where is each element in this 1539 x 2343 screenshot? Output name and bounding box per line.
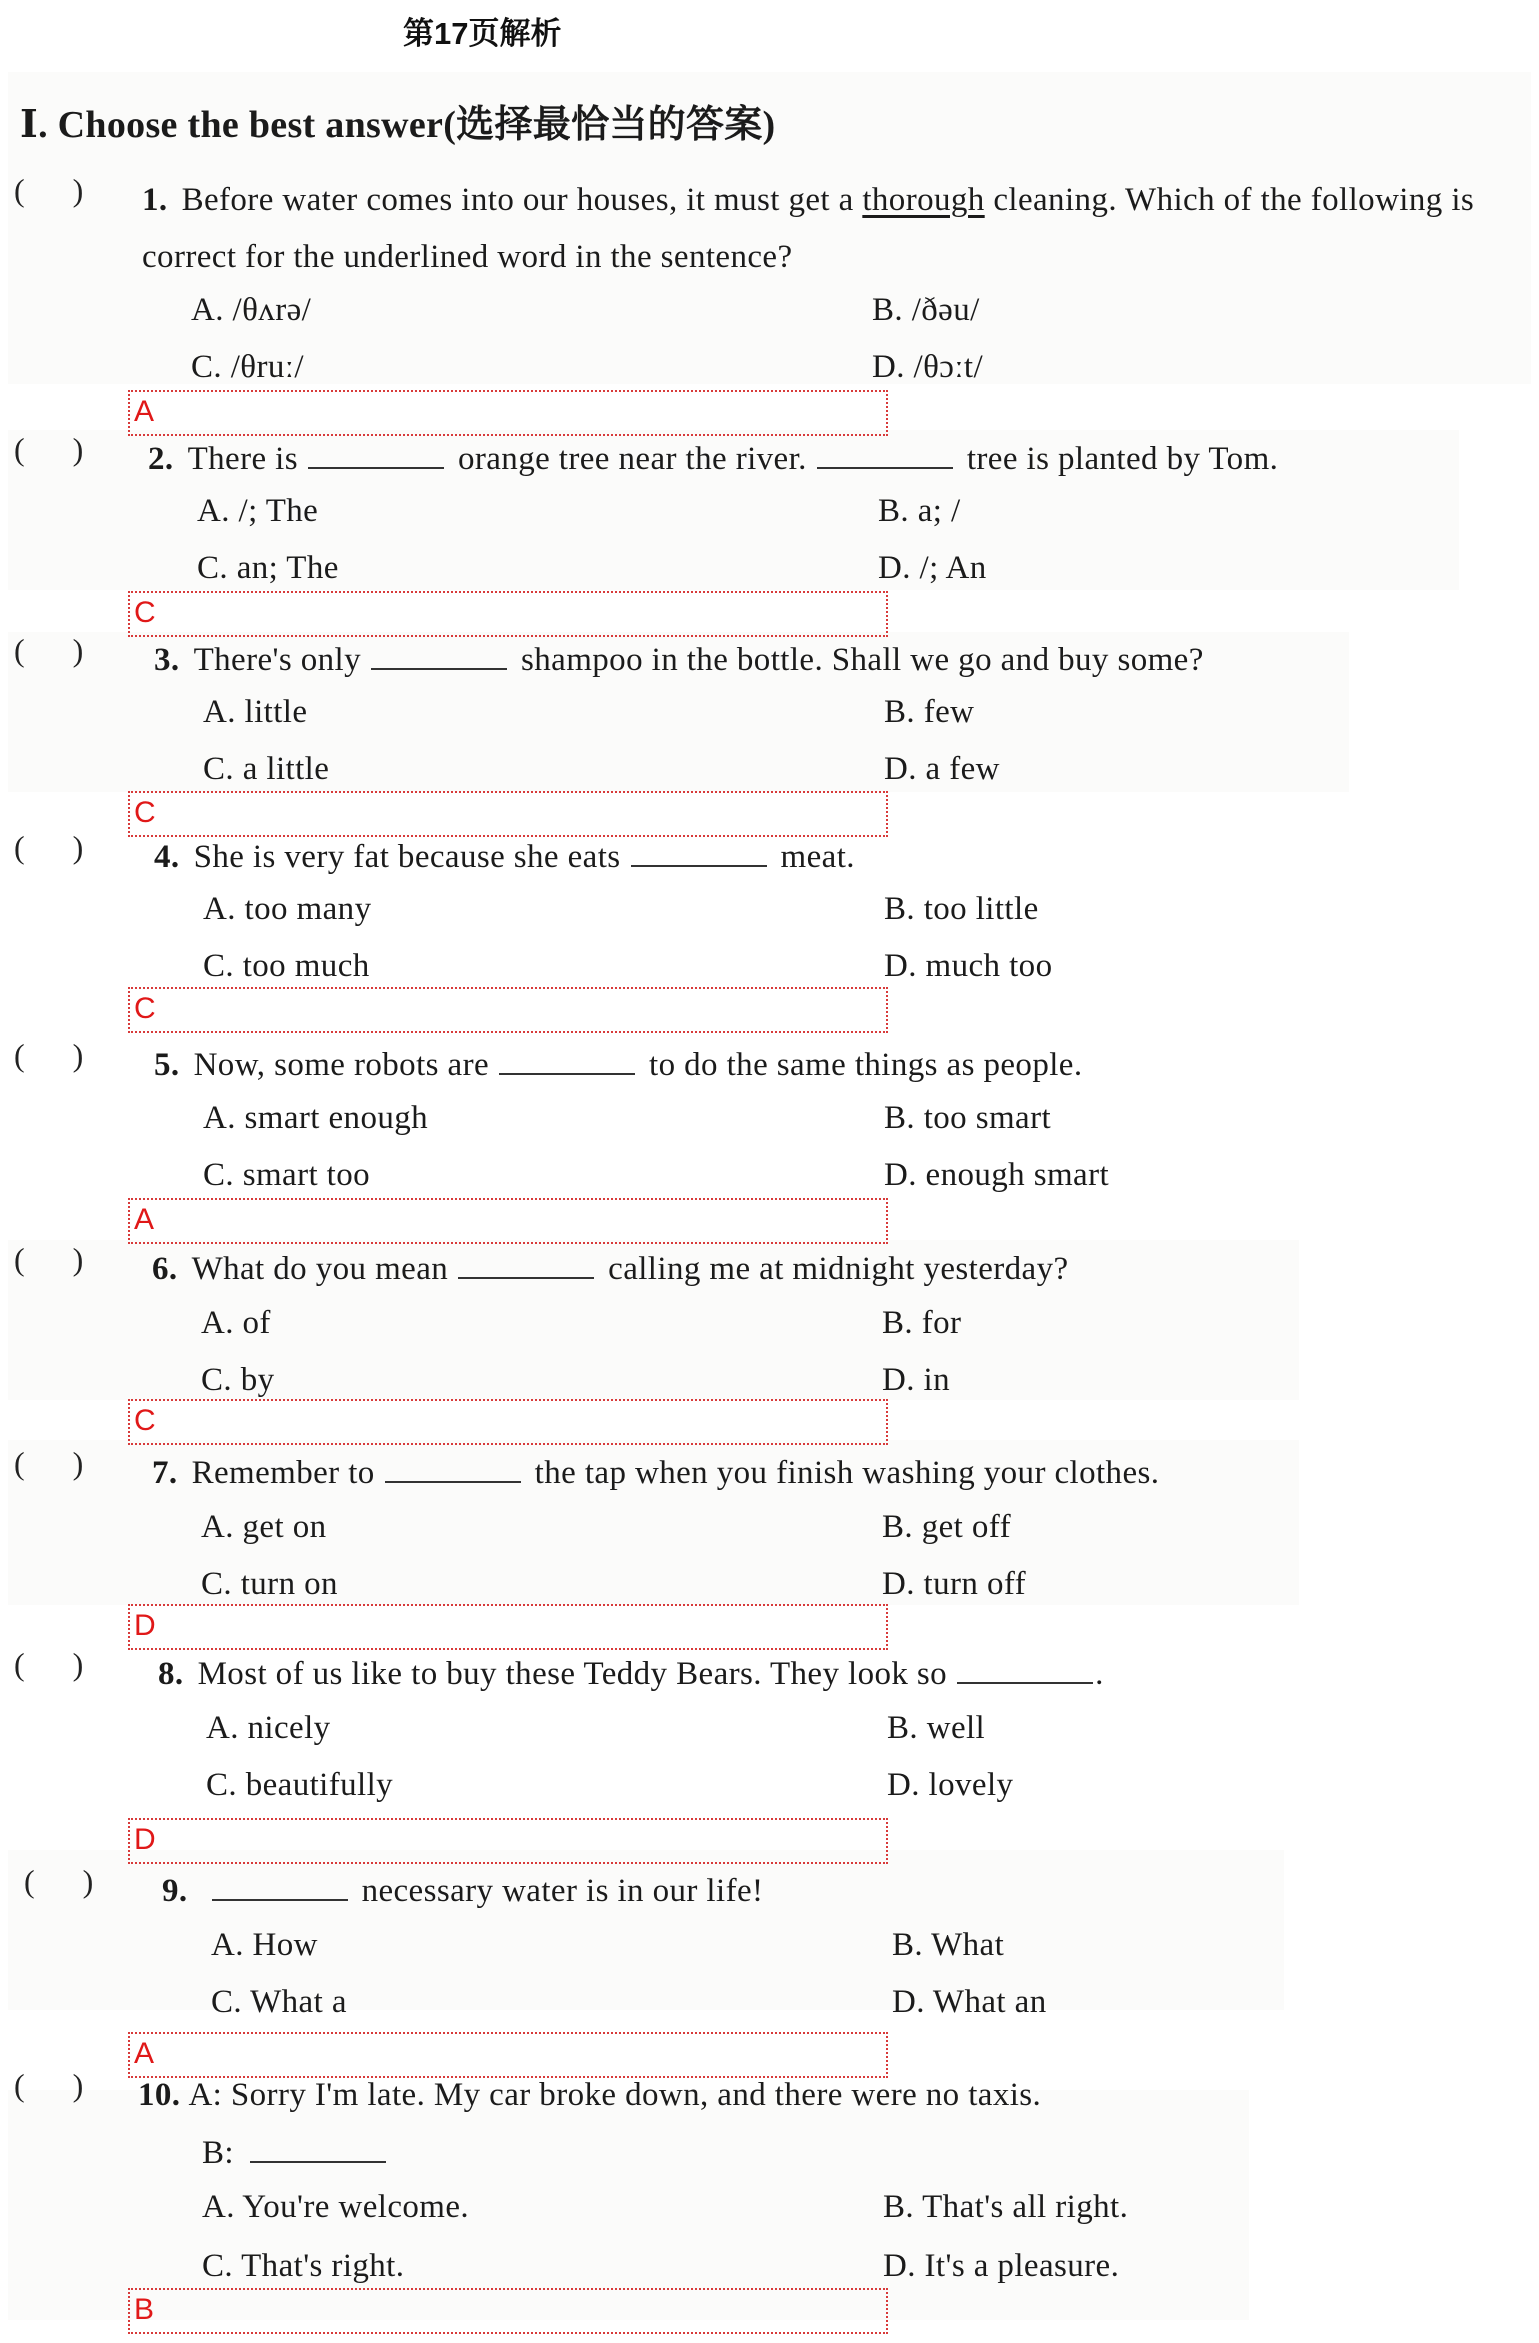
question-stem [158, 1646, 1529, 1703]
option-d: D. in [882, 1362, 950, 1398]
stem-part-2: . [1095, 1656, 1104, 1692]
option-b: B. too smart [884, 1100, 1052, 1136]
answer-parentheses: ( ) [14, 1646, 84, 1682]
option-d: D. a few [884, 751, 1000, 787]
option-a: A. How [211, 1927, 318, 1963]
option-c: C. a little [203, 751, 330, 787]
option-d: D. /; An [878, 550, 987, 586]
option-a: A. /θʌrə/ [191, 292, 312, 328]
answer-blank [250, 2131, 386, 2163]
stem-part-1: There is [187, 441, 298, 477]
question-number: 7. [152, 1455, 178, 1491]
answer-letter: A [134, 395, 155, 428]
answer-letter: D [134, 1609, 156, 1642]
question-number: 10. [138, 2077, 181, 2113]
answer-parentheses: ( ) [14, 431, 84, 467]
option-c: C. by [201, 1362, 275, 1398]
answer-parentheses: ( ) [14, 1241, 84, 1277]
option-d: D. enough smart [884, 1157, 1110, 1193]
answer-letter: C [134, 796, 156, 829]
question-stem [154, 1037, 1529, 1094]
answer-letter: A [134, 2037, 155, 2070]
question-stem [152, 1445, 1529, 1502]
option-c: C. /θruː/ [191, 349, 304, 385]
question-stem [154, 829, 1529, 886]
answer-box-4 [128, 987, 888, 1033]
answer-box-2 [128, 591, 888, 637]
option-b: B. few [884, 694, 975, 730]
answer-letter: B [134, 2293, 155, 2326]
question-number: 1. [142, 182, 168, 218]
stem-part-2: orange tree near the river. [457, 441, 807, 477]
underlined-word: thorough [862, 182, 985, 218]
stem-part-3: tree is planted by Tom. [966, 441, 1279, 477]
stem-part-2: necessary water is in our life! [361, 1873, 764, 1909]
option-b: B. well [887, 1710, 986, 1746]
question-number: 6. [152, 1251, 178, 1287]
option-d: D. /θɔːt/ [872, 349, 984, 385]
option-d: D. lovely [887, 1767, 1014, 1803]
answer-blank [385, 1451, 521, 1483]
option-a: A. /; The [197, 493, 319, 529]
option-a: A. nicely [206, 1710, 331, 1746]
answer-letter: C [134, 1404, 156, 1437]
stem-part-1: She is very fat because she eats [193, 839, 621, 875]
option-a: A. You're welcome. [202, 2189, 470, 2225]
option-b: B. too little [884, 891, 1039, 927]
answer-blank [631, 835, 767, 867]
option-b: B. What [892, 1927, 1005, 1963]
option-b: B. That's all right. [883, 2189, 1129, 2225]
answer-letter: C [134, 992, 156, 1025]
question-number: 2. [148, 441, 174, 477]
option-b: B. /ðəu/ [872, 292, 980, 328]
answer-box-6 [128, 1399, 888, 1445]
answer-blank [212, 1869, 348, 1901]
answer-box-5 [128, 1198, 888, 1244]
option-d: D. much too [884, 948, 1053, 984]
answer-letter: A [134, 1203, 155, 1236]
dialogue-speaker-b: B: [202, 2135, 234, 2171]
answer-box-7 [128, 1604, 888, 1650]
answer-blank [817, 437, 953, 469]
option-d: D. It's a pleasure. [883, 2248, 1120, 2284]
question-stem [162, 1863, 1529, 1920]
option-a: A. too many [203, 891, 372, 927]
stem-part-1: Most of us like to buy these Teddy Bears. They look so [197, 1656, 948, 1692]
answer-parentheses: ( ) [24, 1863, 94, 1899]
stem-part-2: the tap when you finish washing your clothes. [534, 1455, 1160, 1491]
question-stem [138, 2067, 1529, 2124]
section-heading: Ⅰ. Choose the best answer(选择最恰当的答案) [20, 104, 776, 146]
option-b: B. a; / [878, 493, 961, 529]
answer-box-1 [128, 390, 888, 436]
option-d: D. turn off [882, 1566, 1027, 1602]
stem-part-2: shampoo in the bottle. Shall we go and buy some? [521, 642, 1204, 678]
question-number: 9. [162, 1873, 188, 1909]
answer-box-10 [128, 2288, 888, 2334]
answer-blank [499, 1043, 635, 1075]
option-d: D. What an [892, 1984, 1047, 2020]
question-number: 3. [154, 642, 180, 678]
option-a: A. of [201, 1305, 271, 1341]
option-a: A. smart enough [203, 1100, 429, 1136]
answer-letter: C [134, 596, 156, 629]
question-number: 5. [154, 1047, 180, 1083]
answer-blank [458, 1247, 594, 1279]
stem-part-2: calling me at midnight yesterday? [608, 1251, 1069, 1287]
question-stem [142, 172, 1529, 286]
option-c: C. smart too [203, 1157, 371, 1193]
answer-parentheses: ( ) [14, 1037, 84, 1073]
stem-part-1: Now, some robots are [193, 1047, 490, 1083]
option-c: C. an; The [197, 550, 339, 586]
stem-part-2: meat. [780, 839, 855, 875]
answer-parentheses: ( ) [14, 829, 84, 865]
stem-part-1: What do you mean [191, 1251, 449, 1287]
dialogue-line-a: A: Sorry I'm late. My car broke down, and there were no taxis. [188, 2077, 1042, 2113]
option-b: B. get off [882, 1509, 1011, 1545]
question-stem [148, 431, 1529, 488]
question-stem [154, 632, 1529, 689]
answer-box-8 [128, 1818, 888, 1864]
answer-parentheses: ( ) [14, 632, 84, 668]
stem-text-after: cleaning. Which of the following is correct for the underlined word in the sentence? [142, 182, 1475, 275]
stem-part-1: There's only [193, 642, 362, 678]
question-number: 4. [154, 839, 180, 875]
option-c: C. That's right. [202, 2248, 405, 2284]
option-c: C. turn on [201, 1566, 338, 1602]
dialogue-line-b [202, 2131, 400, 2172]
answer-blank [957, 1652, 1093, 1684]
answer-blank [308, 437, 444, 469]
question-number: 8. [158, 1656, 184, 1692]
answer-parentheses: ( ) [14, 1445, 84, 1481]
answer-letter: D [134, 1823, 156, 1856]
answer-parentheses: ( ) [14, 2067, 84, 2103]
option-c: C. What a [211, 1984, 347, 2020]
answer-blank [371, 638, 507, 670]
option-a: A. get on [201, 1509, 327, 1545]
option-b: B. for [882, 1305, 962, 1341]
stem-part-1: Remember to [191, 1455, 375, 1491]
question-stem [152, 1241, 1529, 1298]
option-a: A. little [203, 694, 308, 730]
option-c: C. beautifully [206, 1767, 394, 1803]
page-title: 第17页解析 [403, 16, 562, 51]
answer-parentheses: ( ) [14, 172, 84, 208]
stem-text-before: Before water comes into our houses, it must get a [181, 182, 854, 218]
stem-part-2: to do the same things as people. [649, 1047, 1083, 1083]
option-c: C. too much [203, 948, 370, 984]
